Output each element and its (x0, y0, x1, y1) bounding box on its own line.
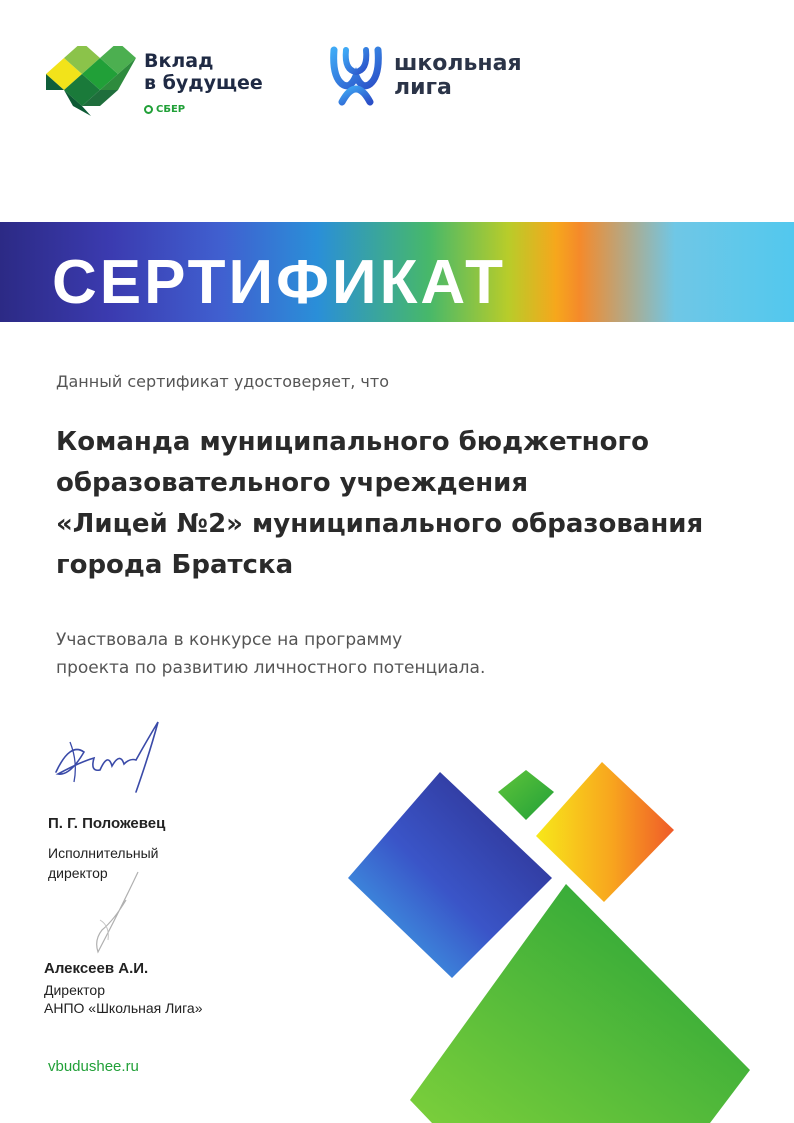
recipient-line: «Лицей №2» муниципального образования (56, 509, 704, 539)
league-logo-line1: школьная (394, 51, 522, 76)
recipient-name (56, 422, 703, 586)
sber-check-icon (144, 105, 153, 114)
intro-text: Данный сертификат удостоверяет, что (56, 372, 389, 391)
achievement-text (56, 626, 485, 682)
signer-1-name: П. Г. Положевец (48, 815, 166, 832)
achievement-line: проекта по развитию личностного потенциала. (56, 658, 486, 678)
vklad-v-budushchee-logo-icon (46, 46, 136, 120)
achievement-line: Участвовала в конкурсе на программу (56, 630, 403, 650)
certificate-title: СЕРТИФИКАТ (52, 248, 506, 317)
shkolnaya-liga-logo-icon (328, 46, 384, 106)
recipient-line: образовательного учреждения (56, 468, 529, 498)
signer-2-title-line: Директор (44, 982, 105, 998)
signature-2-image (80, 870, 150, 960)
league-logo-line2: лига (394, 75, 452, 100)
vklad-logo-text (144, 50, 263, 94)
signer-2-name: Алексеев А.И. (44, 960, 149, 977)
recipient-line: Команда муниципального бюджетного (56, 427, 649, 457)
signer-1-title-line: Исполнительный (48, 845, 159, 861)
league-logo-text (394, 52, 522, 100)
signer-1-title-line: директор (48, 865, 108, 881)
vklad-logo-line2: в будущее (144, 72, 263, 94)
vklad-logo-line1: Вклад (144, 50, 214, 72)
signature-1-image (50, 712, 170, 804)
sber-badge (144, 104, 185, 115)
signer-2-title-line: АНПО «Школьная Лига» (44, 1000, 203, 1016)
website-link[interactable]: vbudushee.ru (48, 1058, 139, 1075)
signer-2-title (44, 981, 203, 1017)
recipient-line: города Братска (56, 550, 294, 580)
decorative-rhombus-graphic (340, 750, 760, 1123)
sber-label: СБЕР (156, 104, 186, 115)
